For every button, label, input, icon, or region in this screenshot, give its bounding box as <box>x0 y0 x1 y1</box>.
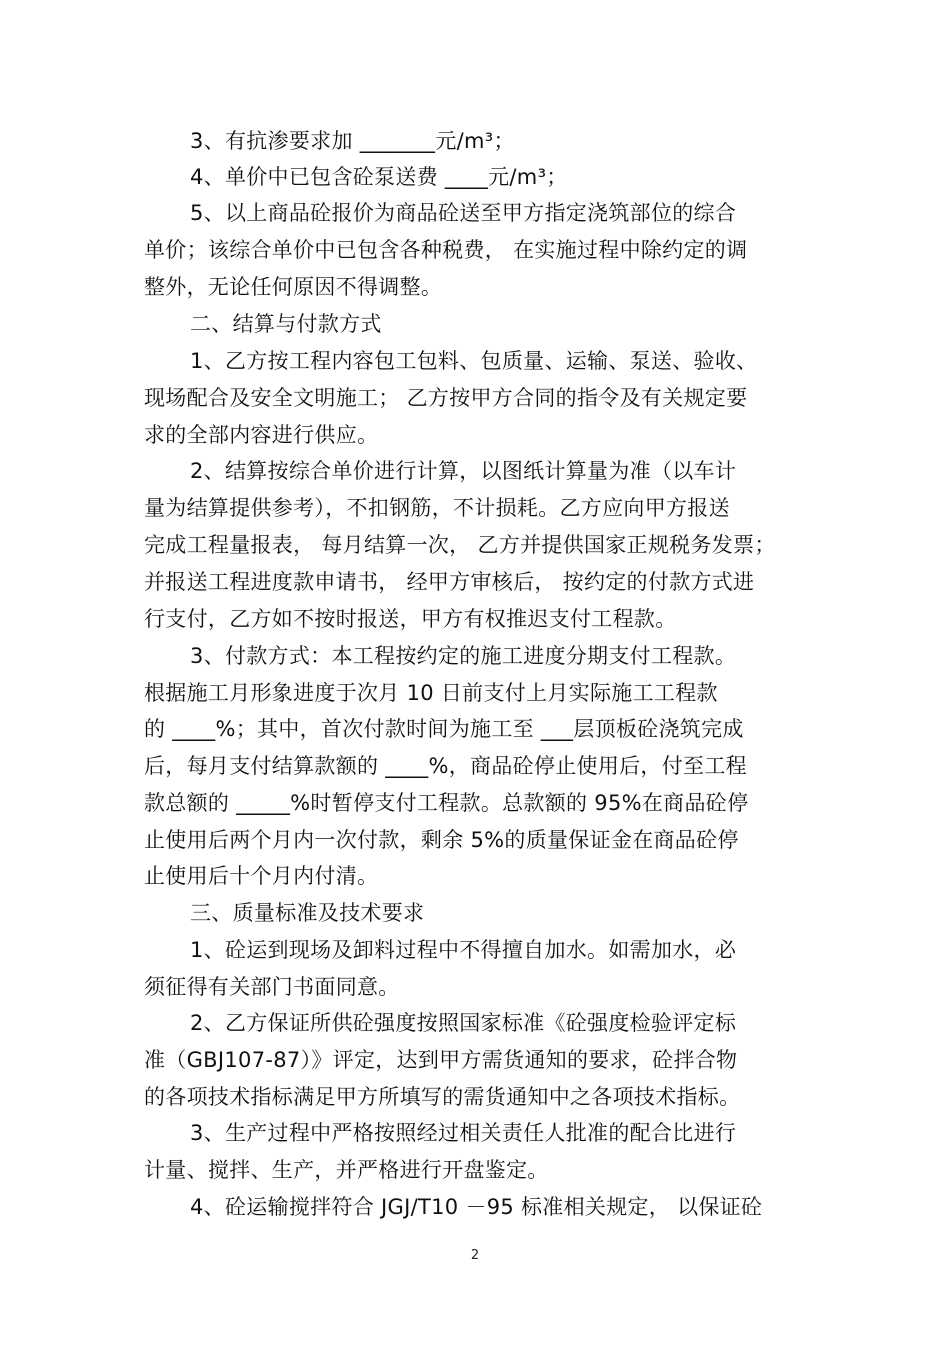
text-line: 的 ____%；其中，首次付款时间为施工至 ___层顶板砼浇筑完成 <box>144 717 744 741</box>
text-line: 并报送工程进度款申请书， 经甲方审核后， 按约定的付款方式进 <box>144 570 755 594</box>
text-line: 2、结算按综合单价进行计算，以图纸计算量为准（以车计 <box>190 459 737 483</box>
text-line: 后，每月支付结算款额的 ____%，商品砼停止使用后，付至工程 <box>144 754 747 778</box>
text-line: 止使用后两个月内一次付款，剩余 5%的质量保证金在商品砼停 <box>144 828 739 852</box>
page-number: 2 <box>470 1248 480 1263</box>
text-line: 须征得有关部门书面同意。 <box>144 975 400 999</box>
section-heading: 二、结算与付款方式 <box>190 312 382 336</box>
text-line: 3、付款方式：本工程按约定的施工进度分期支付工程款。 <box>190 644 737 668</box>
text-line: 3、有抗渗要求加 _______元/m³； <box>190 129 515 153</box>
text-line: 整外，无论任何原因不得调整。 <box>144 275 443 299</box>
text-line: 准（GBJ107-87）》评定，达到甲方需货通知的要求，砼拌合物 <box>144 1048 738 1072</box>
text-line: 量为结算提供参考），不扣钢筋，不计损耗。乙方应向甲方报送 <box>144 496 730 520</box>
text-line: 单价；该综合单价中已包含各种税费， 在实施过程中除约定的调 <box>144 238 748 262</box>
text-line: 求的全部内容进行供应。 <box>144 423 379 447</box>
text-line: 的各项技术指标满足甲方所填写的需货通知中之各项技术指标。 <box>144 1085 741 1109</box>
text-line: 计量、搅拌、生产，并严格进行开盘鉴定。 <box>144 1158 549 1182</box>
text-line: 现场配合及安全文明施工； 乙方按甲方合同的指令及有关规定要 <box>144 386 748 410</box>
text-line: 5、以上商品砼报价为商品砼送至甲方指定浇筑部位的综合 <box>190 201 737 225</box>
text-line: 款总额的 _____%时暂停支付工程款。总款额的 95%在商品砼停 <box>144 791 749 815</box>
text-line: 止使用后十个月内付清。 <box>144 864 379 888</box>
text-line: 根据施工月形象进度于次月 10 日前支付上月实际施工工程款 <box>144 681 718 705</box>
text-line: 2、乙方保证所供砼强度按照国家标准《砼强度检验评定标 <box>190 1011 737 1035</box>
text-line: 1、乙方按工程内容包工包料、包质量、运输、泵送、验收、 <box>190 349 758 373</box>
text-line: 4、单价中已包含砼泵送费 ____元/m³； <box>190 165 568 189</box>
text-line: 行支付，乙方如不按时报送，甲方有权推迟支付工程款。 <box>144 607 677 631</box>
text-line: 3、生产过程中严格按照经过相关责任人批准的配合比进行 <box>190 1121 737 1145</box>
text-line: 1、砼运到现场及卸料过程中不得擅自加水。如需加水，必 <box>190 938 737 962</box>
section-heading: 三、质量标准及技术要求 <box>190 901 425 925</box>
text-line: 4、砼运输搅拌符合 JGJ/T10 －95 标准相关规定， 以保证砼 <box>190 1195 763 1219</box>
text-line: 完成工程量报表， 每月结算一次， 乙方并提供国家正规税务发票； <box>144 533 776 557</box>
